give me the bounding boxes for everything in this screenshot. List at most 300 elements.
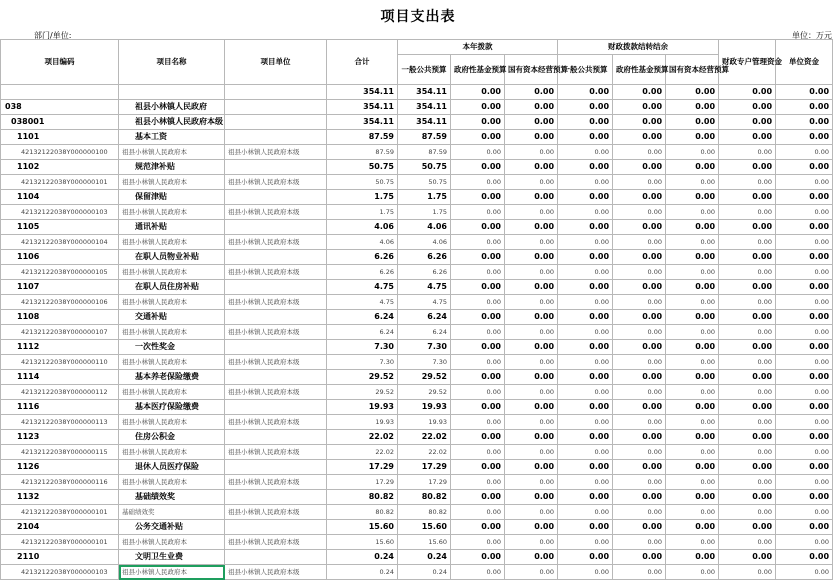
cell-code[interactable]: 1104	[1, 190, 119, 205]
cell-amount[interactable]: 0.00	[613, 565, 666, 580]
cell-name[interactable]: 基本养老保险缴费	[119, 370, 225, 385]
cell-code[interactable]: 42132122038Y000000113	[1, 415, 119, 430]
cell-amount[interactable]: 0.00	[558, 100, 613, 115]
cell-amount[interactable]: 0.00	[451, 385, 505, 400]
cell-amount[interactable]: 0.00	[719, 445, 776, 460]
cell-code[interactable]: 038	[1, 100, 119, 115]
cell-amount[interactable]: 0.00	[719, 355, 776, 370]
cell-amount[interactable]: 0.00	[613, 520, 666, 535]
cell-amount[interactable]: 0.00	[613, 415, 666, 430]
cell-amount[interactable]: 0.00	[776, 175, 833, 190]
cell-amount[interactable]: 0.00	[505, 160, 558, 175]
cell-amount[interactable]: 0.00	[719, 100, 776, 115]
cell-amount[interactable]: 0.00	[451, 175, 505, 190]
cell-amount[interactable]: 4.06	[327, 235, 398, 250]
cell-amount[interactable]: 0.00	[505, 85, 558, 100]
cell-code[interactable]: 1112	[1, 340, 119, 355]
cell-amount[interactable]: 4.75	[327, 295, 398, 310]
cell-amount[interactable]: 4.75	[398, 295, 451, 310]
cell-unit[interactable]	[225, 370, 327, 385]
cell-amount[interactable]: 0.00	[505, 415, 558, 430]
cell-code[interactable]: 2110	[1, 550, 119, 565]
cell-amount[interactable]: 0.00	[719, 430, 776, 445]
cell-name[interactable]: 祖县小林镇人民政府本	[119, 295, 225, 310]
cell-amount[interactable]: 15.60	[398, 520, 451, 535]
cell-code[interactable]: 42132122038Y000000115	[1, 445, 119, 460]
cell-amount[interactable]: 0.00	[776, 415, 833, 430]
cell-amount[interactable]: 0.00	[719, 490, 776, 505]
cell-amount[interactable]: 0.00	[505, 535, 558, 550]
cell-amount[interactable]: 0.00	[666, 520, 719, 535]
cell-amount[interactable]: 0.00	[558, 490, 613, 505]
cell-amount[interactable]: 7.30	[327, 355, 398, 370]
header-own-funds[interactable]: 单位资金	[776, 40, 833, 85]
cell-unit[interactable]: 祖县小林镇人民政府本级	[225, 535, 327, 550]
cell-amount[interactable]: 0.00	[558, 415, 613, 430]
header-name[interactable]: 项目名称	[119, 40, 225, 85]
cell-amount[interactable]: 0.00	[613, 370, 666, 385]
cell-amount[interactable]: 0.00	[505, 505, 558, 520]
cell-amount[interactable]: 0.00	[719, 505, 776, 520]
cell-amount[interactable]: 19.93	[327, 415, 398, 430]
cell-name[interactable]: 住房公积金	[119, 430, 225, 445]
cell-amount[interactable]: 0.00	[719, 115, 776, 130]
cell-unit[interactable]: 祖县小林镇人民政府本级	[225, 145, 327, 160]
cell-amount[interactable]: 0.00	[776, 535, 833, 550]
cell-name[interactable]: 祖县小林镇人民政府本	[119, 415, 225, 430]
cell-amount[interactable]: 0.00	[613, 175, 666, 190]
cell-amount[interactable]: 0.00	[613, 430, 666, 445]
cell-amount[interactable]: 17.29	[327, 460, 398, 475]
cell-amount[interactable]: 0.00	[451, 520, 505, 535]
cell-code[interactable]: 1105	[1, 220, 119, 235]
cell-amount[interactable]: 0.24	[398, 565, 451, 580]
cell-amount[interactable]: 0.00	[451, 430, 505, 445]
cell-amount[interactable]: 0.00	[666, 385, 719, 400]
cell-amount[interactable]: 0.00	[666, 115, 719, 130]
cell-amount[interactable]: 0.00	[776, 310, 833, 325]
cell-unit[interactable]	[225, 430, 327, 445]
cell-code[interactable]: 1123	[1, 430, 119, 445]
cell-amount[interactable]: 0.00	[558, 280, 613, 295]
cell-amount[interactable]: 0.00	[719, 130, 776, 145]
cell-amount[interactable]: 0.00	[776, 220, 833, 235]
cell-amount[interactable]: 29.52	[327, 370, 398, 385]
cell-unit[interactable]	[225, 520, 327, 535]
header-g2-capital[interactable]: 国有资本经营预算	[666, 55, 719, 85]
cell-amount[interactable]: 0.00	[776, 85, 833, 100]
cell-amount[interactable]: 0.00	[613, 340, 666, 355]
cell-amount[interactable]: 0.00	[505, 220, 558, 235]
cell-name[interactable]: 祖县小林镇人民政府本	[119, 175, 225, 190]
cell-amount[interactable]: 0.00	[451, 400, 505, 415]
cell-amount[interactable]: 0.00	[613, 505, 666, 520]
cell-amount[interactable]: 87.59	[327, 130, 398, 145]
cell-unit[interactable]: 祖县小林镇人民政府本级	[225, 565, 327, 580]
cell-amount[interactable]: 0.00	[719, 175, 776, 190]
cell-amount[interactable]: 0.00	[558, 430, 613, 445]
cell-amount[interactable]: 0.00	[558, 310, 613, 325]
cell-unit[interactable]: 祖县小林镇人民政府本级	[225, 475, 327, 490]
cell-code[interactable]: 1101	[1, 130, 119, 145]
cell-unit[interactable]	[225, 340, 327, 355]
cell-code[interactable]: 42132122038Y000000116	[1, 475, 119, 490]
cell-amount[interactable]: 6.26	[398, 265, 451, 280]
cell-amount[interactable]: 87.59	[398, 130, 451, 145]
cell-amount[interactable]: 0.00	[719, 565, 776, 580]
header-g1-general[interactable]: 一般公共预算	[398, 55, 451, 85]
cell-amount[interactable]: 0.00	[613, 265, 666, 280]
cell-amount[interactable]: 0.00	[505, 370, 558, 385]
cell-amount[interactable]: 0.00	[719, 520, 776, 535]
cell-amount[interactable]: 0.00	[558, 340, 613, 355]
cell-amount[interactable]: 0.00	[719, 280, 776, 295]
cell-unit[interactable]	[225, 490, 327, 505]
cell-name[interactable]: 祖县小林镇人民政府本	[119, 325, 225, 340]
cell-unit[interactable]: 祖县小林镇人民政府本级	[225, 235, 327, 250]
cell-amount[interactable]: 50.75	[327, 175, 398, 190]
cell-code[interactable]: 42132122038Y000000103	[1, 205, 119, 220]
cell-code[interactable]: 1106	[1, 250, 119, 265]
cell-amount[interactable]: 0.00	[613, 160, 666, 175]
cell-name[interactable]: 祖县小林镇人民政府本	[119, 235, 225, 250]
cell-amount[interactable]: 0.00	[505, 460, 558, 475]
cell-name[interactable]: 公务交通补贴	[119, 520, 225, 535]
cell-amount[interactable]: 0.00	[666, 265, 719, 280]
cell-amount[interactable]: 0.00	[613, 460, 666, 475]
cell-name[interactable]: 基本工资	[119, 130, 225, 145]
cell-amount[interactable]: 0.00	[451, 130, 505, 145]
cell-amount[interactable]: 0.00	[666, 250, 719, 265]
cell-amount[interactable]: 0.00	[505, 475, 558, 490]
cell-amount[interactable]: 0.00	[776, 190, 833, 205]
cell-name[interactable]: 祖县小林镇人民政府本	[119, 535, 225, 550]
cell-amount[interactable]: 0.00	[613, 490, 666, 505]
cell-amount[interactable]: 0.00	[613, 205, 666, 220]
cell-amount[interactable]: 50.75	[327, 160, 398, 175]
cell-code[interactable]: 42132122038Y000000104	[1, 235, 119, 250]
cell-code[interactable]: 42132122038Y000000101	[1, 535, 119, 550]
cell-amount[interactable]: 87.59	[327, 145, 398, 160]
cell-code[interactable]: 42132122038Y000000105	[1, 265, 119, 280]
cell-amount[interactable]: 87.59	[398, 145, 451, 160]
header-group-carryover[interactable]: 财政拨款结转结余	[558, 40, 719, 55]
cell-amount[interactable]: 0.00	[776, 370, 833, 385]
cell-amount[interactable]: 0.00	[666, 340, 719, 355]
cell-amount[interactable]: 0.00	[719, 190, 776, 205]
cell-amount[interactable]: 0.00	[666, 235, 719, 250]
cell-amount[interactable]: 1.75	[327, 190, 398, 205]
cell-amount[interactable]: 0.00	[505, 295, 558, 310]
cell-amount[interactable]: 50.75	[398, 175, 451, 190]
cell-amount[interactable]: 0.00	[719, 400, 776, 415]
cell-amount[interactable]: 0.00	[505, 550, 558, 565]
cell-name[interactable]: 祖县小林镇人民政府本	[119, 205, 225, 220]
cell-amount[interactable]: 354.11	[327, 115, 398, 130]
cell-name[interactable]: 基础绩效奖	[119, 505, 225, 520]
cell-name[interactable]: 交通补贴	[119, 310, 225, 325]
cell-amount[interactable]: 0.00	[666, 280, 719, 295]
cell-amount[interactable]: 0.00	[505, 175, 558, 190]
cell-amount[interactable]: 0.00	[719, 550, 776, 565]
cell-amount[interactable]: 0.00	[776, 475, 833, 490]
cell-amount[interactable]: 0.00	[558, 160, 613, 175]
cell-amount[interactable]: 0.00	[505, 490, 558, 505]
cell-amount[interactable]: 0.00	[558, 250, 613, 265]
cell-amount[interactable]: 0.00	[558, 115, 613, 130]
cell-amount[interactable]: 0.00	[776, 145, 833, 160]
cell-code[interactable]: 42132122038Y000000103	[1, 565, 119, 580]
cell-amount[interactable]: 0.00	[558, 220, 613, 235]
cell-code[interactable]: 1116	[1, 400, 119, 415]
cell-amount[interactable]: 0.00	[776, 130, 833, 145]
cell-unit[interactable]	[225, 130, 327, 145]
cell-amount[interactable]: 0.00	[451, 265, 505, 280]
cell-unit[interactable]	[225, 160, 327, 175]
cell-name[interactable]: 规范津补贴	[119, 160, 225, 175]
cell-amount[interactable]: 17.29	[398, 475, 451, 490]
cell-amount[interactable]: 0.00	[666, 325, 719, 340]
cell-amount[interactable]: 4.06	[398, 220, 451, 235]
cell-amount[interactable]: 0.00	[776, 280, 833, 295]
cell-amount[interactable]: 0.00	[719, 370, 776, 385]
cell-amount[interactable]: 1.75	[398, 190, 451, 205]
cell-amount[interactable]: 0.00	[719, 325, 776, 340]
cell-amount[interactable]: 22.02	[327, 430, 398, 445]
cell-amount[interactable]: 0.00	[451, 310, 505, 325]
cell-amount[interactable]: 0.00	[558, 460, 613, 475]
cell-amount[interactable]: 0.00	[666, 460, 719, 475]
cell-amount[interactable]: 1.75	[327, 205, 398, 220]
cell-amount[interactable]: 0.00	[505, 340, 558, 355]
cell-amount[interactable]: 0.00	[558, 475, 613, 490]
cell-amount[interactable]: 0.00	[776, 505, 833, 520]
cell-amount[interactable]: 0.00	[719, 385, 776, 400]
cell-amount[interactable]: 0.00	[451, 190, 505, 205]
cell-amount[interactable]: 0.00	[666, 535, 719, 550]
cell-amount[interactable]: 0.00	[719, 340, 776, 355]
cell-amount[interactable]: 29.52	[398, 385, 451, 400]
cell-amount[interactable]: 0.00	[613, 535, 666, 550]
cell-unit[interactable]	[225, 310, 327, 325]
cell-amount[interactable]: 6.24	[327, 325, 398, 340]
cell-code[interactable]: 1108	[1, 310, 119, 325]
cell-amount[interactable]: 0.00	[505, 385, 558, 400]
cell-amount[interactable]: 0.00	[451, 250, 505, 265]
cell-amount[interactable]: 0.00	[558, 190, 613, 205]
header-g2-general[interactable]: 一般公共预算	[558, 55, 613, 85]
cell-name[interactable]: 祖县小林镇人民政府本	[119, 565, 225, 580]
cell-amount[interactable]: 0.00	[613, 310, 666, 325]
cell-code[interactable]: 2104	[1, 520, 119, 535]
cell-amount[interactable]: 80.82	[327, 490, 398, 505]
cell-amount[interactable]: 0.00	[451, 205, 505, 220]
cell-amount[interactable]: 6.24	[398, 325, 451, 340]
cell-amount[interactable]: 0.00	[613, 325, 666, 340]
cell-unit[interactable]: 祖县小林镇人民政府本级	[225, 175, 327, 190]
cell-name[interactable]: 祖县小林镇人民政府本	[119, 445, 225, 460]
cell-amount[interactable]: 0.00	[505, 250, 558, 265]
cell-name[interactable]: 在职人员物业补贴	[119, 250, 225, 265]
cell-amount[interactable]: 0.00	[776, 250, 833, 265]
cell-amount[interactable]: 0.00	[451, 160, 505, 175]
cell-code[interactable]	[1, 85, 119, 100]
cell-amount[interactable]: 0.00	[505, 190, 558, 205]
cell-amount[interactable]: 0.00	[719, 475, 776, 490]
cell-amount[interactable]: 0.00	[666, 100, 719, 115]
cell-amount[interactable]: 0.00	[719, 220, 776, 235]
cell-amount[interactable]: 0.00	[776, 295, 833, 310]
cell-amount[interactable]: 0.00	[505, 205, 558, 220]
cell-amount[interactable]: 0.00	[558, 325, 613, 340]
cell-amount[interactable]: 0.00	[776, 520, 833, 535]
cell-unit[interactable]: 祖县小林镇人民政府本级	[225, 265, 327, 280]
cell-amount[interactable]: 15.60	[398, 535, 451, 550]
cell-code[interactable]: 42132122038Y000000112	[1, 385, 119, 400]
cell-amount[interactable]: 0.00	[505, 235, 558, 250]
cell-amount[interactable]: 0.00	[451, 370, 505, 385]
cell-amount[interactable]: 0.00	[451, 85, 505, 100]
cell-amount[interactable]: 0.00	[666, 295, 719, 310]
cell-amount[interactable]: 19.93	[327, 400, 398, 415]
cell-name[interactable]: 文明卫生业费	[119, 550, 225, 565]
cell-amount[interactable]: 0.00	[776, 385, 833, 400]
cell-amount[interactable]: 0.00	[666, 145, 719, 160]
cell-amount[interactable]: 0.00	[451, 235, 505, 250]
cell-amount[interactable]: 0.00	[505, 355, 558, 370]
cell-unit[interactable]: 祖县小林镇人民政府本级	[225, 205, 327, 220]
cell-amount[interactable]: 0.00	[505, 115, 558, 130]
cell-name[interactable]: 祖县小林镇人民政府本	[119, 355, 225, 370]
cell-unit[interactable]	[225, 190, 327, 205]
cell-amount[interactable]: 4.06	[327, 220, 398, 235]
cell-amount[interactable]: 0.00	[451, 295, 505, 310]
cell-amount[interactable]: 0.00	[451, 145, 505, 160]
cell-amount[interactable]: 354.11	[398, 85, 451, 100]
cell-amount[interactable]: 7.30	[327, 340, 398, 355]
header-code[interactable]: 项目编码	[1, 40, 119, 85]
cell-code[interactable]: 42132122038Y000000101	[1, 175, 119, 190]
cell-name[interactable]: 在职人员住房补贴	[119, 280, 225, 295]
cell-name[interactable]: 退休人员医疗保险	[119, 460, 225, 475]
cell-amount[interactable]: 0.00	[666, 85, 719, 100]
cell-amount[interactable]: 0.00	[558, 385, 613, 400]
cell-amount[interactable]: 0.00	[666, 400, 719, 415]
cell-amount[interactable]: 0.00	[666, 355, 719, 370]
cell-amount[interactable]: 80.82	[398, 505, 451, 520]
cell-amount[interactable]: 0.00	[776, 550, 833, 565]
cell-amount[interactable]: 19.93	[398, 400, 451, 415]
cell-amount[interactable]: 0.00	[558, 400, 613, 415]
cell-amount[interactable]: 0.00	[776, 430, 833, 445]
cell-amount[interactable]: 0.00	[558, 85, 613, 100]
cell-amount[interactable]: 6.26	[327, 250, 398, 265]
cell-amount[interactable]: 0.00	[451, 340, 505, 355]
cell-amount[interactable]: 354.11	[398, 115, 451, 130]
cell-amount[interactable]: 0.00	[451, 115, 505, 130]
cell-amount[interactable]: 0.00	[451, 220, 505, 235]
cell-unit[interactable]: 祖县小林镇人民政府本级	[225, 415, 327, 430]
cell-amount[interactable]: 0.00	[776, 265, 833, 280]
cell-unit[interactable]: 祖县小林镇人民政府本级	[225, 445, 327, 460]
cell-amount[interactable]: 0.00	[505, 145, 558, 160]
cell-amount[interactable]: 6.26	[327, 265, 398, 280]
cell-amount[interactable]: 0.00	[451, 325, 505, 340]
cell-amount[interactable]: 0.00	[613, 115, 666, 130]
cell-amount[interactable]: 0.00	[505, 265, 558, 280]
cell-name[interactable]: 基础绩效奖	[119, 490, 225, 505]
cell-amount[interactable]: 354.11	[398, 100, 451, 115]
cell-name[interactable]: 基本医疗保险缴费	[119, 400, 225, 415]
cell-amount[interactable]: 80.82	[398, 490, 451, 505]
cell-amount[interactable]: 1.75	[398, 205, 451, 220]
cell-amount[interactable]: 0.00	[613, 400, 666, 415]
cell-amount[interactable]: 0.00	[451, 445, 505, 460]
cell-amount[interactable]: 0.00	[776, 445, 833, 460]
cell-amount[interactable]: 29.52	[327, 385, 398, 400]
cell-name[interactable]: 祖县小林镇人民政府本	[119, 145, 225, 160]
cell-amount[interactable]: 0.00	[666, 370, 719, 385]
cell-amount[interactable]: 0.00	[776, 235, 833, 250]
cell-amount[interactable]: 0.00	[613, 220, 666, 235]
cell-amount[interactable]: 0.00	[666, 310, 719, 325]
cell-amount[interactable]: 0.00	[666, 490, 719, 505]
cell-amount[interactable]: 6.26	[398, 250, 451, 265]
cell-amount[interactable]: 4.06	[398, 235, 451, 250]
cell-amount[interactable]: 0.00	[719, 310, 776, 325]
cell-amount[interactable]: 0.24	[398, 550, 451, 565]
cell-amount[interactable]: 0.00	[613, 235, 666, 250]
cell-amount[interactable]: 0.00	[451, 415, 505, 430]
cell-amount[interactable]: 0.00	[558, 565, 613, 580]
cell-amount[interactable]: 0.00	[558, 175, 613, 190]
cell-amount[interactable]: 22.02	[398, 430, 451, 445]
cell-amount[interactable]: 0.00	[558, 265, 613, 280]
cell-amount[interactable]: 0.00	[776, 460, 833, 475]
cell-code[interactable]: 038001	[1, 115, 119, 130]
cell-amount[interactable]: 0.00	[558, 535, 613, 550]
cell-amount[interactable]: 0.00	[613, 85, 666, 100]
cell-amount[interactable]: 0.00	[613, 250, 666, 265]
cell-amount[interactable]: 0.00	[776, 490, 833, 505]
cell-amount[interactable]: 0.00	[558, 370, 613, 385]
cell-amount[interactable]: 0.00	[776, 100, 833, 115]
cell-unit[interactable]	[225, 280, 327, 295]
cell-amount[interactable]: 0.00	[613, 190, 666, 205]
cell-amount[interactable]: 0.00	[613, 355, 666, 370]
cell-amount[interactable]: 0.00	[613, 550, 666, 565]
cell-amount[interactable]: 0.00	[719, 235, 776, 250]
cell-amount[interactable]: 0.00	[558, 145, 613, 160]
cell-amount[interactable]: 0.00	[776, 160, 833, 175]
cell-amount[interactable]: 0.00	[776, 115, 833, 130]
cell-amount[interactable]: 0.00	[613, 445, 666, 460]
cell-name[interactable]: 通讯补贴	[119, 220, 225, 235]
cell-amount[interactable]: 0.00	[558, 355, 613, 370]
cell-name[interactable]: 祖县小林镇人民政府本	[119, 265, 225, 280]
cell-amount[interactable]: 0.00	[613, 130, 666, 145]
cell-amount[interactable]: 0.00	[666, 475, 719, 490]
cell-amount[interactable]: 0.00	[451, 565, 505, 580]
cell-amount[interactable]: 0.00	[505, 400, 558, 415]
cell-amount[interactable]: 0.00	[776, 340, 833, 355]
cell-amount[interactable]: 0.00	[505, 130, 558, 145]
cell-amount[interactable]: 4.75	[398, 280, 451, 295]
cell-amount[interactable]: 0.00	[719, 160, 776, 175]
cell-name[interactable]: 祖县小林镇人民政府	[119, 100, 225, 115]
cell-unit[interactable]	[225, 460, 327, 475]
cell-amount[interactable]: 0.24	[327, 550, 398, 565]
